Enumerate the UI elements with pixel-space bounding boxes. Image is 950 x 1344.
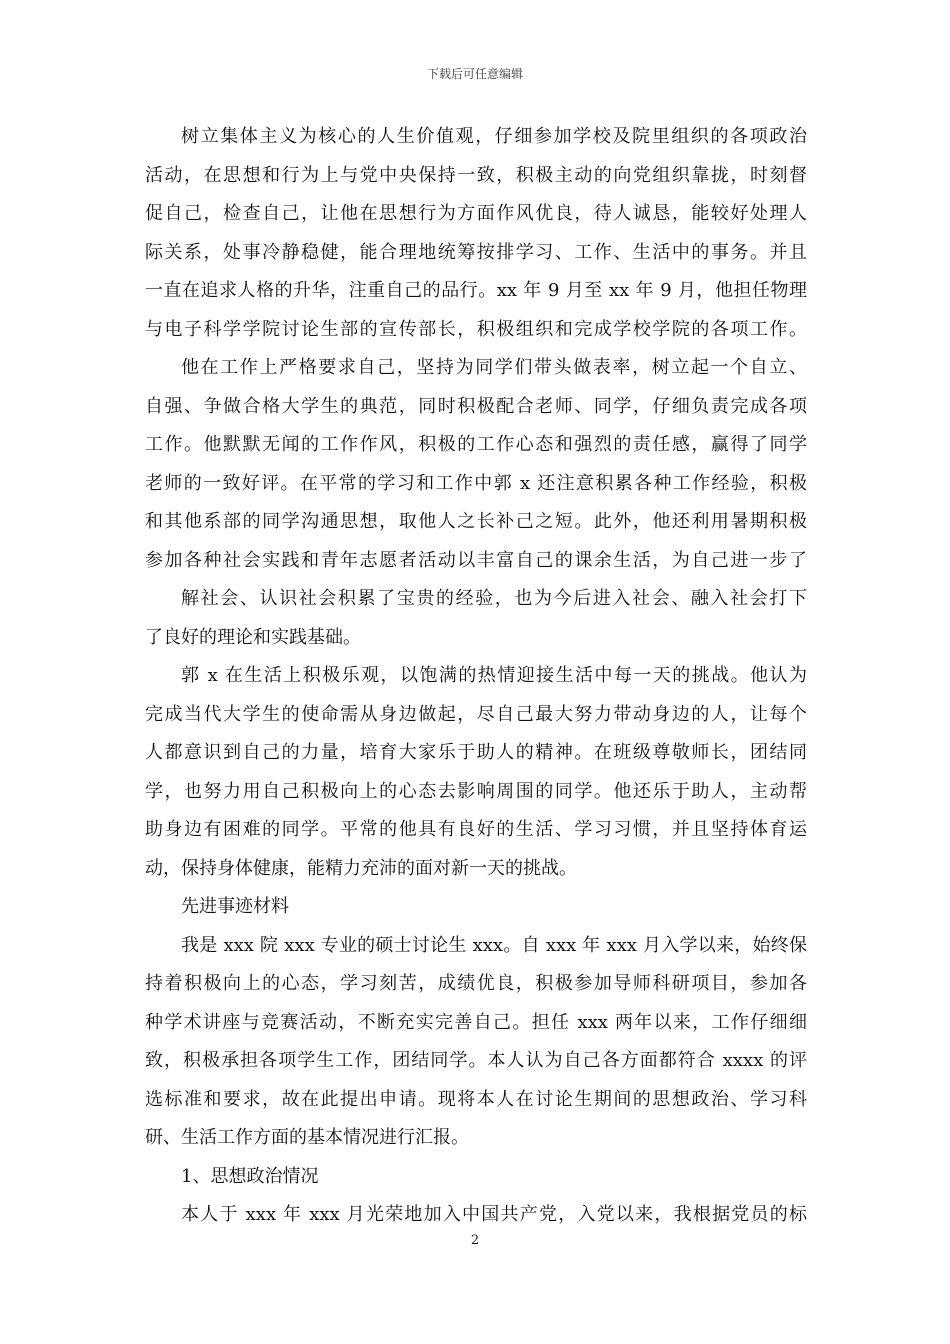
text-line: 学，也努力用自己积极向上的心态去影响周围的同学。他还乐于助人，主动帮: [145, 780, 807, 802]
text-line: 我是 xxx 院 xxx 专业的硕士讨论生 xxx。自 xxx 年 xxx 月入学以来，始终保: [181, 934, 807, 956]
text-line: 人都意识到自己的力量，培育大家乐于助人的精神。在班级尊敬师长，团结同: [145, 742, 807, 763]
text-line: 与电子科学学院讨论生部的宣传部长，积极组织和完成学校学院的各项工作。: [145, 318, 807, 340]
text-line: 促自己，检查自己，让他在思想行为方面作风优良，待人诚恳，能较好处理人: [145, 203, 807, 224]
paragraph: [145, 118, 807, 349]
page-header: 下载后可任意编辑: [426, 67, 523, 81]
text-line: 种学术讲座与竞赛活动，不断充实完善自己。担任 xxx 两年以来，工作仔细细: [145, 1011, 807, 1033]
document-body: [145, 118, 807, 1235]
text-line: 助身边有困难的同学。平常的他具有良好的生活、学习习惯，并且坚持体育运: [145, 819, 807, 840]
text-line: 工作。他默默无闻的工作作风，积极的工作心态和强烈的责任感，赢得了同学: [145, 434, 807, 455]
text-line: 和其他系部的同学沟通思想，取他人之长补己之短。此外，他还利用暑期积极: [145, 511, 807, 532]
page-number: 2: [470, 1233, 480, 1248]
paragraph: [145, 927, 807, 1158]
text-line: 持着积极向上的心态，学习刻苦，成绩优良，积极参加导师科研项目，参加各: [145, 973, 807, 994]
text-line: 完成当代大学生的使命需从身边做起，尽自己最大努力带动身边的人，让每个: [145, 703, 807, 725]
text-line: 树立集体主义为核心的人生价值观，仔细参加学校及院里组织的各项政治: [181, 126, 807, 147]
text-line: 他在工作上严格要求自己，坚持为同学们带头做表率，树立起一个自立、: [181, 357, 807, 378]
text-line: 研、生活工作方面的基本情况进行汇报。: [145, 1127, 469, 1148]
text-line: 解社会、认识社会积累了宝贵的经验，也为今后进入社会、融入社会打下: [181, 588, 807, 609]
section-heading: [145, 1158, 807, 1197]
text-line: 际关系，处事冷静稳健，能合理地统筹按排学习、工作、生活中的事务。并且: [145, 241, 807, 263]
text-line: 本人于 xxx 年 xxx 月光荣地加入中国共产党，入党以来，我根据党员的标: [181, 1204, 807, 1225]
text-line: 老师的一致好评。在平常的学习和工作中郭 x 还注意积累各种工作经验，积极: [145, 472, 807, 494]
paragraph: [145, 657, 807, 888]
text-line: 了良好的理论和实践基础。: [145, 626, 361, 648]
paragraph: [145, 1196, 807, 1235]
text-line: 一直在追求人格的升华，注重自己的品行。xx 年 9 月至 xx 年 9 月，他担任物理: [145, 280, 807, 301]
text-line: 选标准和要求，故在此提出申请。现将本人在讨论生期间的思想政治、学习科: [145, 1088, 807, 1110]
text-line: 活动，在思想和行为上与党中央保持一致，积极主动的向党组织靠拢，时刻督: [145, 164, 807, 186]
subsection-title: 1、思想政治情况: [181, 1165, 319, 1187]
text-line: 自强、争做合格大学生的典范，同时积极配合老师、同学，仔细负责完成各项: [145, 395, 807, 417]
text-line: 郭 x 在生活上积极乐观，以饱满的热情迎接生活中每一天的挑战。他认为: [181, 665, 807, 686]
paragraph: [145, 580, 807, 657]
text-line: 动，保持身体健康，能精力充沛的面对新一天的挑战。: [145, 857, 577, 879]
section-heading: [145, 888, 807, 927]
text-line: 致，积极承担各项学生工作，团结同学。本人认为自己各方面都符合 xxxx 的评: [145, 1050, 807, 1071]
text-line: 参加各种社会实践和青年志愿者活动以丰富自己的课余生活，为自己进一步了: [145, 549, 807, 571]
section-title: 先进事迹材料: [181, 896, 289, 917]
paragraph: [145, 349, 807, 580]
